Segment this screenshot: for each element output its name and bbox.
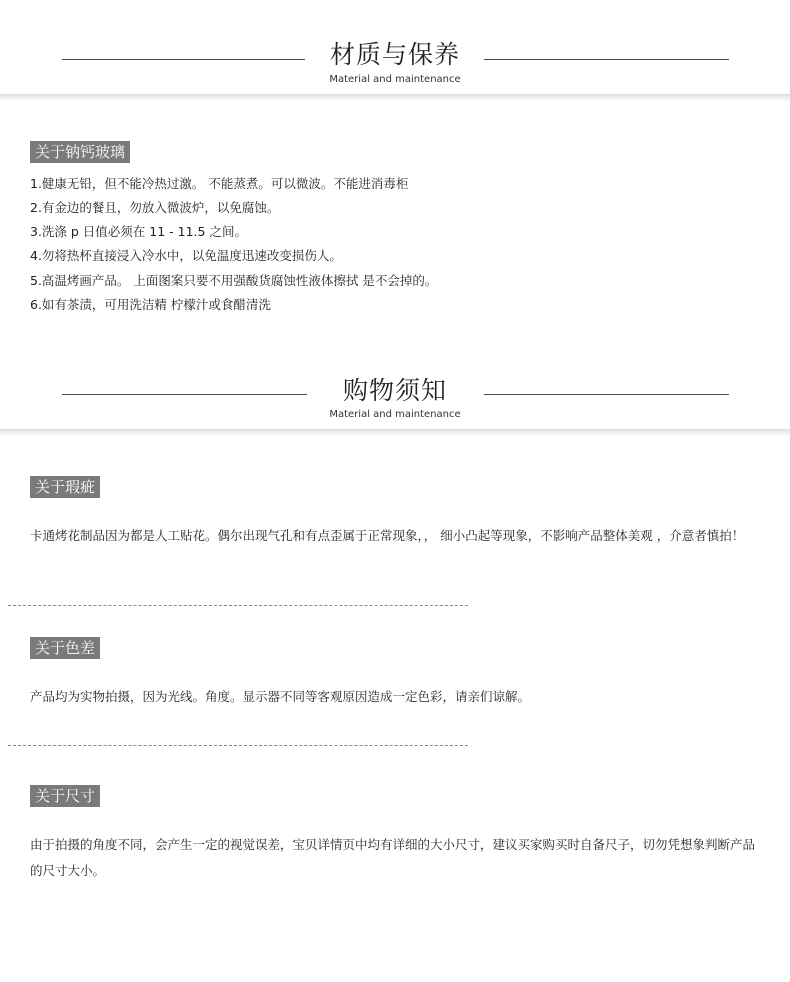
tag-size: 关于尺寸 [30, 785, 100, 807]
care-line: 3.洗涤 p 日值必须在 11 - 11.5 之间。 [30, 224, 247, 239]
dashed-divider [8, 745, 468, 746]
size-text: 由于拍摄的角度不同，会产生一定的视觉误差，宝贝详情页中均有详细的大小尺寸，建议买家购买时自备尺子，切勿凭想象判断产品的尺寸大小。 [30, 837, 756, 878]
color-difference-text: 产品均为实物拍摄，因为光线。角度。显示器不同等客观原因造成一定色彩，请亲们谅解。 [30, 689, 531, 704]
section-title: 购物须知 [342, 376, 447, 405]
tag-color-difference: 关于色差 [30, 637, 100, 659]
tag-soda-lime-glass: 关于钠钙玻璃 [30, 141, 130, 163]
section-subtitle: Material and maintenance [329, 409, 461, 420]
care-line: 5.高温烤画产品。 上面图案只要不用强酸货腐蚀性液体擦拭 是不会掉的。 [30, 273, 438, 288]
care-line: 2.有金边的餐且，勿放入微波炉，以免腐蚀。 [30, 200, 280, 215]
section-divider-shadow [0, 94, 790, 102]
section-divider-shadow [0, 429, 790, 437]
dashed-divider [8, 605, 468, 606]
care-line: 4.勿将热杯直接浸入冷水中，以免温度迅速改变损伤人。 [30, 248, 342, 263]
care-line: 1.健康无铅，但不能冷热过激。 不能蒸煮。可以微波。不能进消毒柜 [30, 176, 409, 191]
defects-text: 卡通烤花制品因为都是人工贴花。偶尔出现气孔和有点歪属于正常现象，， 细小凸起等现象，不影响产品整体美观 ，介意者慎拍！ [30, 528, 745, 543]
tag-defects: 关于瑕疵 [30, 476, 100, 498]
section-title: 材质与保养 [329, 40, 460, 69]
section-subtitle: Material and maintenance [329, 74, 461, 85]
care-line: 6.如有茶渍，可用洗洁精 柠檬汁或食醋清洗 [30, 297, 271, 312]
